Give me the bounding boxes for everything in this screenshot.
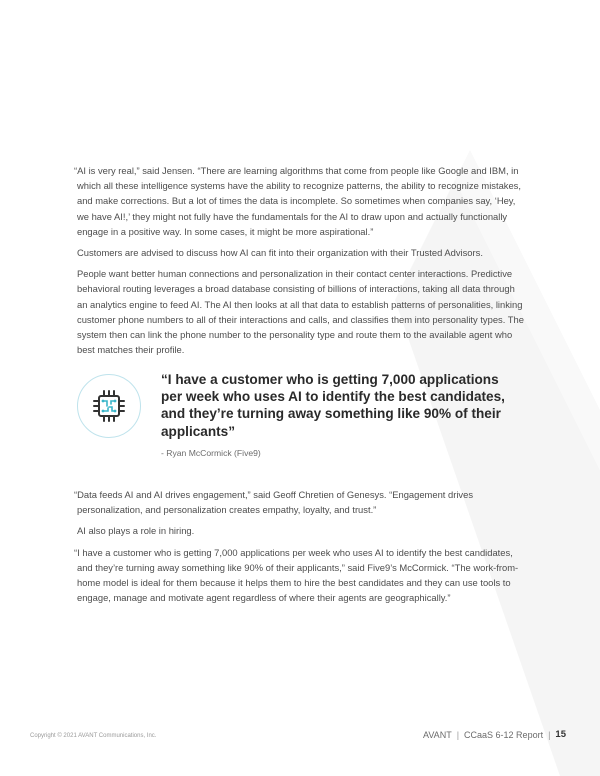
pull-quote-callout [77, 365, 537, 465]
paragraph: People want better human connections and personalization in their contact center interactions. Predictive behavioral routing leverages a broad database consisting of billions of interactions, taking all data through an analytics engine to feed AI. The AI then looks at all that data to establish patterns of personalities, linking customer phone numbers to all of their interactions and calls, and classifies them into personality types. The system then can link the phone number to the personality type and route them to the available agent who best matches their profile. [77, 268, 524, 356]
ai-chip-icon [77, 374, 141, 438]
paragraph: AI also plays a role in hiring. [77, 525, 195, 537]
footer-separator: | [456, 729, 460, 740]
brand-name: AVANT [423, 729, 452, 740]
paragraph: “Data feeds AI and AI drives engagement,” said Geoff Chretien of Genesys. “Engagement drives personalization, and personalization creates empathy, loyalty, and trust.” [74, 489, 474, 516]
page-footer [423, 729, 566, 740]
page-number: 15 [555, 729, 566, 740]
report-title: CCaaS 6-12 Report [464, 729, 544, 740]
quote-attribution: - Ryan McCormick (Five9) [161, 448, 261, 458]
paragraph: Customers are advised to discuss how AI can fit into their organization with their Trusted Advisors. [77, 247, 483, 259]
pull-quote-text: “I have a customer who is getting 7,000 applications per week who uses AI to identify the best candidates, and they’re turning away something like 90% of their applicants” [161, 372, 505, 439]
body-text-continued [74, 487, 525, 611]
paragraph: “I have a customer who is getting 7,000 applications per week who uses AI to identify the best candidates, and they’re turning away something like 90% of their applicants,” said Five9’s McCormick. “The work-from-home model is ideal for them because it helps them to hire the best candidates and they can use tools to engage, manage and motivate agent regardless of where their agents are geographically.” [74, 546, 519, 604]
footer-separator: | [548, 729, 551, 740]
copyright-notice: Copyright © 2021 AVANT Communications, Inc. [30, 733, 157, 739]
paragraph: “AI is very real,” said Jensen. “There are learning algorithms that come from people like Google and IBM, in which all these intelligence systems have the ability to recognize patterns, the ability to recognize mistakes, and make corrections. But a lot of times the data is incomplete. So sometimes when companies say, ‘Hey, we have AI!,’ they might not fully have the fundamentals for the AI to draw upon and actually functionally engage in a positive way. In some cases, it might be more aspirational.” [74, 165, 521, 237]
body-text [74, 163, 525, 363]
